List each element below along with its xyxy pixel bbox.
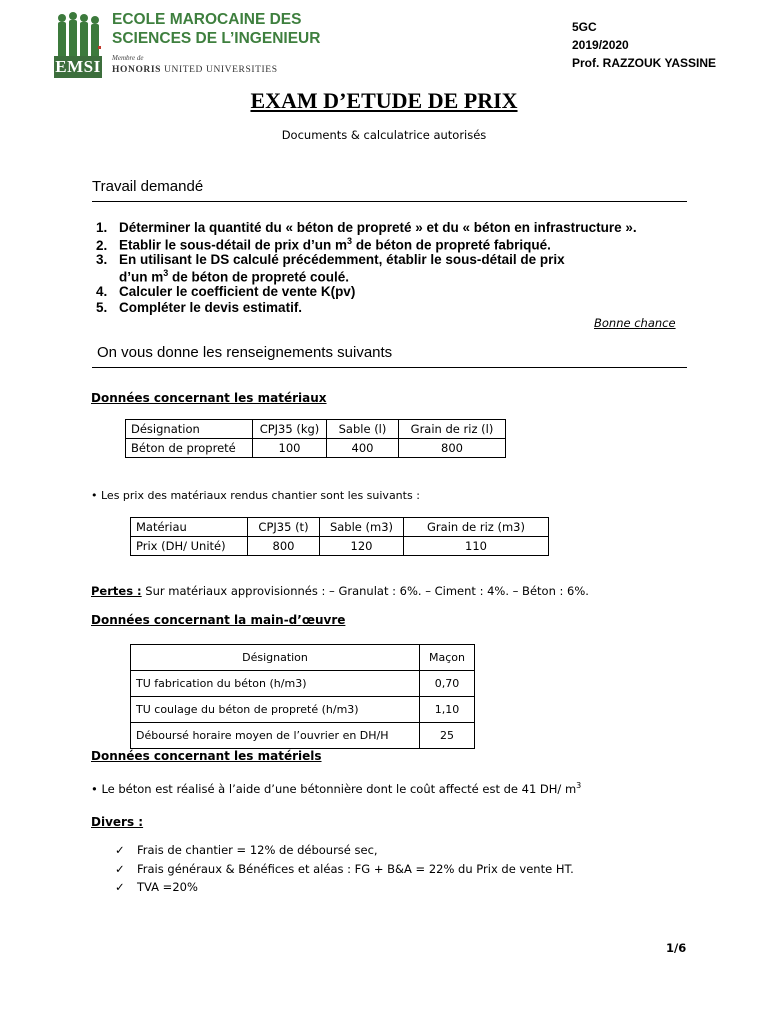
table-cell: Béton de propreté [126,439,253,458]
member-of-label: Membre de [112,54,144,62]
table-cell: 1,10 [420,697,475,723]
table-header-cell: Matériau [131,518,248,537]
school-logo [54,10,321,80]
table-header-row [126,420,506,439]
table-header-cell: Maçon [420,645,475,671]
equipment-heading: Données concernant les matériels [91,749,322,763]
table-cell: 800 [399,439,506,458]
prices-note: • Les prix des matériaux rendus chantier sont les suivants : [91,489,420,502]
honoris-word: HONORIS [112,65,162,75]
materials-prices-table [130,517,549,556]
year-label: 2019/2020 [572,38,629,52]
losses-line [91,584,589,598]
table-cell: 400 [327,439,399,458]
table-header-cell: Sable (l) [327,420,399,439]
labour-heading: Données concernant la main-d’œuvre [91,613,346,627]
page-number: 1/6 [666,941,687,955]
table-cell: 120 [320,537,404,556]
professor-label: Prof. RAZZOUK YASSINE [572,56,717,70]
misc-item: ✓ Frais de chantier = 12% de déboursé sec, [115,843,378,857]
work-heading: Travail demandé [92,178,204,195]
table-header-row [131,645,475,671]
losses-text: Sur matériaux approvisionnés : – Granulat : 6%. – Ciment : 4%. – Béton : 6%. [141,584,589,598]
checkmark-icon: ✓ [115,880,125,894]
table-row [126,439,506,458]
table-header-cell: CPJ35 (kg) [253,420,327,439]
table-cell: TU fabrication du béton (h/m3) [131,671,420,697]
table-cell: 110 [404,537,549,556]
task-1: 1. Déterminer la quantité du « béton de propreté » et du « béton en infrastructure ». [96,220,637,235]
table-header-cell: Désignation [131,645,420,671]
table-row [131,697,475,723]
misc-item: ✓ TVA =20% [115,880,198,894]
task-5: 5. Compléter le devis estimatif. [96,300,303,315]
task-2: 2. Etablir le sous-détail de prix d’un $m^3$ de béton de propreté fabriqué. [96,236,551,253]
table-row [131,671,475,697]
labour-table [130,644,475,749]
checkmark-icon: ✓ [115,843,125,857]
class-label: 5GC [572,20,597,34]
emsi-logo-text: EMSI [55,57,101,76]
materials-heading: Données concernant les matériaux [91,391,327,405]
honoris-rest: UNITED UNIVERSITIES [164,65,278,75]
table-row [131,537,549,556]
good-luck-note: Bonne chance [594,316,676,330]
task-3: 3. En utilisant le DS calculé précédemment, établir le sous-détail de prix [96,252,565,267]
table-cell: 100 [253,439,327,458]
exam-subtitle: Documents & calculatrice autorisés [281,128,487,142]
people-logo-icon [54,10,102,62]
materials-composition-table [125,419,506,458]
table-header-row [131,518,549,537]
misc-item: ✓ Frais généraux & Bénéfices et aléas : FG + B&A = 22% du Prix de vente HT. [115,862,574,876]
losses-label: Pertes : [91,584,142,598]
task-3-continued: d’un $m^3$ de béton de propreté coulé. [119,268,350,285]
table-header-cell: Sable (m3) [320,518,404,537]
table-header-cell: CPJ35 (t) [248,518,320,537]
honoris-label [112,65,278,75]
school-name-line2: SCIENCES DE L’INGENIEUR [112,30,321,47]
table-cell: Prix (DH/ Unité) [131,537,248,556]
task-4: 4. Calculer le coefficient de vente K(pv) [96,284,356,299]
misc-heading: Divers : [91,815,144,829]
table-cell: 0,70 [420,671,475,697]
school-name-line1: ECOLE MAROCAINE DES [112,11,302,28]
info-divider [92,367,687,368]
table-header-cell: Désignation [126,420,253,439]
equipment-text: • Le béton est réalisé à l’aide d’une bétonnière dont le coût affecté est de 41 DH/ $m^3$ [91,781,582,796]
table-header-cell: Grain de riz (m3) [404,518,549,537]
table-header-cell: Grain de riz (l) [399,420,506,439]
table-row [131,723,475,749]
work-divider [92,201,687,202]
checkmark-icon: ✓ [115,862,125,876]
school-name [112,10,320,48]
table-cell: Déboursé horaire moyen de l’ouvrier en DH/H [131,723,420,749]
table-cell: 25 [420,723,475,749]
table-cell: TU coulage du béton de propreté (h/m3) [131,697,420,723]
info-heading: On vous donne les renseignements suivants [97,344,393,361]
exam-title: EXAM D’ETUDE DE PRIX [250,88,518,113]
table-cell: 800 [248,537,320,556]
